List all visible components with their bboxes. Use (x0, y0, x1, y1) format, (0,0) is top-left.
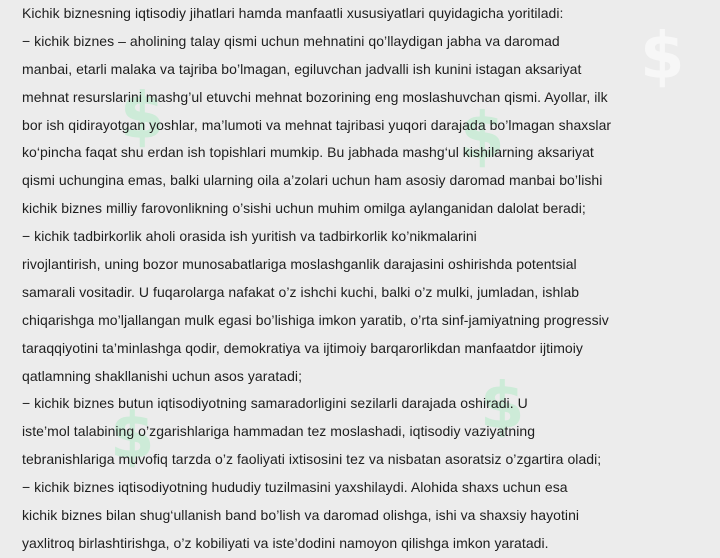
text-line: taraqqiyotini ta’minlashga qodir, demokratiya va ijtimoiy barqarorlikdan manfaatdor ijtimoiy (22, 339, 583, 356)
text-line: − kichik biznes – aholining talay qismi uchun mehnatini qo’llaydigan jabha va daromad (22, 32, 560, 49)
text-line: − kichik tadbirkorlik aholi orasida ish yuritish va tadbirkorlik ko’nikmalarini (22, 228, 477, 245)
text-line: ko‘pincha faqat shu erdan ish topishlari mumkip. Bu jabhada mashg‘ul kishilarning aksariyat (22, 144, 594, 161)
text-line: − kichik biznes iqtisodiyotning hududiy tuzilmasini yaxshilaydi. Alohida shaxs uchun esa (22, 479, 568, 496)
watermark-mark: $ (480, 370, 525, 444)
text-line: bor ish qidirayotgan yoshlar, ma’lumoti va mehnat tajribasi yuqori darajada bo’lmagan shaxslar (22, 116, 612, 133)
text-line: qatlamning shakllanishi uchun asos yaratadi; (22, 367, 303, 384)
text-line: manbai, etarli malaka va tajriba bo’lmagan, egiluvchan jadvalli ish kunini istagan aksariyat (22, 60, 582, 77)
text-line: yaxlitroq birlashtirishga, o’z kobiliyati va iste’dodini namoyon qilishga imkon yaratadi. (22, 534, 549, 551)
text-line: rivojlantirish, uning bozor munosabatlariga moslashganlik darajasini oshirishda potentsial (22, 256, 577, 273)
watermark-mark: $ (640, 20, 685, 94)
watermark-mark: $ (460, 100, 505, 174)
text-line: tebranishlariga muvofiq tarzda o’z faoliyati ixtisosini tez va nisbatan asoratsiz o’zgartira oladi; (22, 451, 602, 468)
text-line: iste’mol talabining o’zgarishlariga hammadan tez moslashadi, iqtisodiy vaziyatning (22, 423, 536, 440)
text-line: Kichik biznesning iqtisodiy jihatlari hamda manfaatli xususiyatlari quyidagicha yoritiladi: (22, 5, 564, 21)
text-line: − kichik biznes butun iqtisodiyotning samaradorligini sezilarli darajada oshiradi. U (22, 395, 528, 412)
text-line: kichik biznes milliy farovonlikning o’sishi uchun muhim omilga aylanganidan dalolat beradi; (22, 200, 586, 217)
text-line: kichik biznes bilan shug‘ullanish band bo’lish va daromad olishga, ishi va shaxsiy hayotini (22, 507, 580, 524)
text-line: qismi uchungina emas, balki ularning oila a’zolari uchun ham asosiy daromad manbai bo’lishi (22, 172, 603, 189)
text-line: chiqarishga mo’ljallangan mulk egasi bo’lishiga imkon yaratib, o’rta sinf-jamiyatning progressiv (22, 311, 609, 328)
text-line: mehnat resurslarini mashg’ul etuvchi mehnat bozorining eng moslashuvchan qismi. Ayollar, ilk (22, 88, 608, 105)
watermark-mark: $ (110, 400, 155, 474)
text-line: samarali vositadir. U fuqarolarga nafakat o’z ishchi kuchi, balki o’z mulki, jumladan, ishlab (22, 283, 580, 300)
body-text (22, 0, 702, 558)
watermark-mark: $ (120, 80, 165, 154)
